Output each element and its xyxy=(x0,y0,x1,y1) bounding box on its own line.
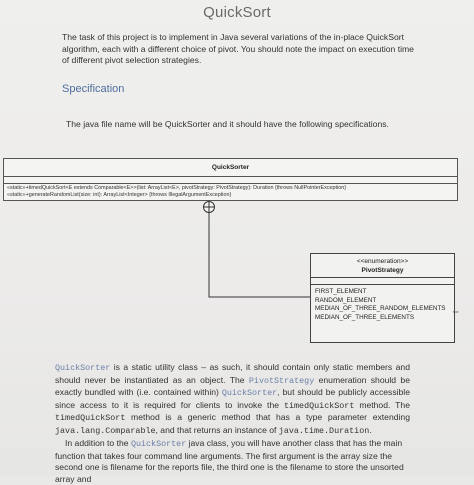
nesting-anchor-icon xyxy=(204,202,215,213)
specification-heading: Specification xyxy=(62,83,125,95)
code-span: timedQuickSort xyxy=(55,413,126,423)
specification-intro: The java file name will be QuickSorter and it should have the following specifications. xyxy=(66,119,389,129)
enum-value: RANDOM_ELEMENT xyxy=(315,296,377,304)
connector-line xyxy=(209,213,310,298)
enum-value: FIRST_ELEMENT xyxy=(315,288,367,295)
enum-value: MEDIAN_OF_THREE_ELEMENTS xyxy=(315,313,415,321)
enum-value: MEDIAN_OF_THREE_RANDOM_ELEMENTS xyxy=(315,305,446,313)
code-span: QuickSorter xyxy=(130,439,187,449)
uml-operation: «static»+generateRandomList(size: int): ArrayList<Integer> {throws IllegalArgumentException} xyxy=(7,192,232,198)
uml-enum-pivotstrategy xyxy=(310,253,455,343)
document-title: QuickSort xyxy=(203,4,271,21)
body-paragraph-1: QuickSorter is a static utility class – as such, it should contain only static members and should never be instantiated as an object. The PivotStrategy enumeration should be exactly bundled with (i.e. contained within) QuickSorter, but should be publicly accessible since access to it is required for clients to invoke the timedQuickSort method. The timedQuickSort method is a generic method that has a type parameter extending java.lang.Comparable, and that returns an instance of java.time.Duration. xyxy=(55,362,410,436)
uml-class-operations xyxy=(4,184,457,200)
uml-operation: «static»+timedQuickSort<E extends Comparable<E>>(list: ArrayList<E>, pivotStrategy: PivotStrategy): Duration {throws NullPointerException} xyxy=(7,185,347,191)
body-paragraph-2: In addition to the QuickSorter java class, you will have another class that has the main function that takes four command line arguments. The first argument is the array size the second one is filename for the reports file, the third one is the filename to store the unsorted array and xyxy=(55,438,404,484)
uml-enum-name: PivotStrategy xyxy=(361,267,404,274)
intro-paragraph: The task of this project is to implement in Java several variations of the in-place QuickSort algorithm, each with a different choice of pivot. You should note the impact on execution time of different pivot selection strategies. xyxy=(62,32,414,65)
code-span: PivotStrategy xyxy=(248,375,315,386)
code-span: java.lang.Comparable xyxy=(55,425,156,436)
code-span: QuickSorter xyxy=(221,388,278,398)
resize-cursor-icon: ⇔ xyxy=(451,306,460,316)
uml-class-quicksorter xyxy=(3,158,458,201)
code-span: java.time.Duration xyxy=(278,425,370,436)
uml-enum-stereotype: <<enumeration>> xyxy=(356,258,409,265)
uml-class-attributes xyxy=(4,177,457,184)
uml-enum-values xyxy=(311,284,454,322)
uml-class-name: QuickSorter xyxy=(4,159,457,177)
code-span: QuickSorter xyxy=(55,363,111,373)
code-span: timedQuickSort xyxy=(283,400,355,411)
